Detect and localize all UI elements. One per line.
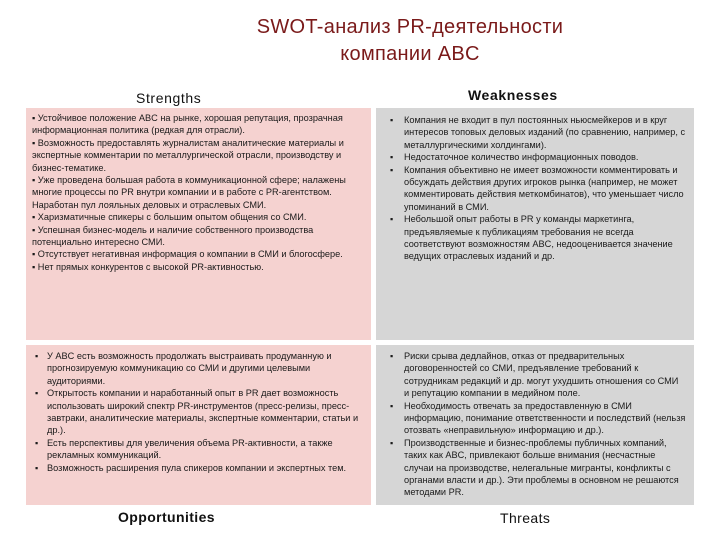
weaknesses-item: ▪ Компания объективно не имеет возможности комментировать и обсуждать действия других игроков рынка (например, не может комментировать действия меткомбинатов), что уменьшает число упоминаний в СМИ. bbox=[386, 164, 686, 214]
threats-item: ▪ Производственные и бизнес-проблемы публичных компаний, таких как ABC, привлекают больше внимания (несчастные случаи на производстве, нелегальные мигранты, конфликты с органами власти и др.). Эти проблемы в основном не решаются методами PR. bbox=[386, 437, 686, 499]
slide-title-line-2: компании ABC bbox=[340, 43, 480, 65]
weaknesses-box bbox=[376, 108, 694, 340]
opportunities-item: ▪ Открытость компании и наработанный опыт в PR дает возможность использовать широкий спектр PR-инструментов (пресс-релизы, пресс-завтраки, аналитические материалы, экспертные комментарии, статьи и др.). bbox=[32, 387, 363, 437]
opportunities-item: ▪ Возможность расширения пула спикеров компании и экспертных тем. bbox=[32, 462, 363, 474]
strengths-item: ▪ Уже проведена большая работа в коммуникационной сфере; налажены многие процессы по PR внутри компании и в работе с PR-агентством. Наработан пул лояльных деловых и отраслевых СМИ. bbox=[32, 175, 346, 210]
strengths-item: ▪ Успешная бизнес-модель и наличие собственного производства потенциально интересно СМИ. bbox=[32, 224, 314, 248]
weaknesses-item: ▪ Небольшой опыт работы в PR у команды маркетинга, предъявляемые к публикациям требования не всегда соответствуют возможностям ABC, недооценивается значение ведущих отраслевых изданий и др. bbox=[386, 213, 686, 263]
weaknesses-item: ▪ Недостаточное количество информационных поводов. bbox=[386, 151, 686, 163]
threats-item: ▪ Необходимость отвечать за предоставленную в СМИ информацию, понимание ответственности и последствий (нельзя отозвать «неправильную» информацию и др.). bbox=[386, 400, 686, 437]
slide-title-line-1: SWOT-анализ PR-деятельности bbox=[256, 16, 564, 38]
strengths-box bbox=[26, 108, 371, 340]
strengths-item: ▪ Устойчивое положение ABC на рынке, хорошая репутация, прозрачная информационная политика (редкая для отрасли). bbox=[32, 113, 343, 136]
threats-item: ▪ Риски срыва дедлайнов, отказ от предварительных договоренностей со СМИ, предъявление требований к сотрудникам редакций и др. могут ухудшить отношения со СМИ и репутацию компании в медийном поле. bbox=[386, 350, 686, 400]
opportunities-item: ▪ Есть перспективы для увеличения объема PR-активности, а также рекламных коммуникаций. bbox=[32, 437, 363, 462]
weaknesses-label: Weaknesses bbox=[468, 87, 558, 103]
slide-title bbox=[150, 14, 670, 68]
strengths-item: ▪ Нет прямых конкурентов с высокой PR-активностью. bbox=[32, 261, 264, 272]
threats-box bbox=[376, 345, 694, 505]
strengths-item: ▪ Харизматичные спикеры с большим опытом общения со СМИ. bbox=[32, 212, 307, 223]
strengths-label: Strengths bbox=[136, 90, 202, 106]
opportunities-label: Opportunities bbox=[118, 509, 215, 525]
threats-label: Threats bbox=[500, 510, 551, 526]
opportunities-item: ▪ У ABC есть возможность продолжать выстраивать продуманную и прогнозируемую коммуникацию со СМИ и другими целевыми аудиториями. bbox=[32, 350, 363, 387]
weaknesses-item: ▪ Компания не входит в пул постоянных ньюсмейкеров и в круг интересов топовых деловых изданий (по сравнению, например, с металлургическими холдингами). bbox=[386, 114, 686, 151]
strengths-item: ▪ Возможность предоставлять журналистам аналитические материалы и экспертные комментарии по металлургической отрасли, производству и бизнес-тематике. bbox=[32, 137, 344, 173]
opportunities-box bbox=[26, 345, 371, 505]
strengths-item: ▪ Отсутствует негативная информация о компании в СМИ и блогосфере. bbox=[32, 249, 343, 260]
